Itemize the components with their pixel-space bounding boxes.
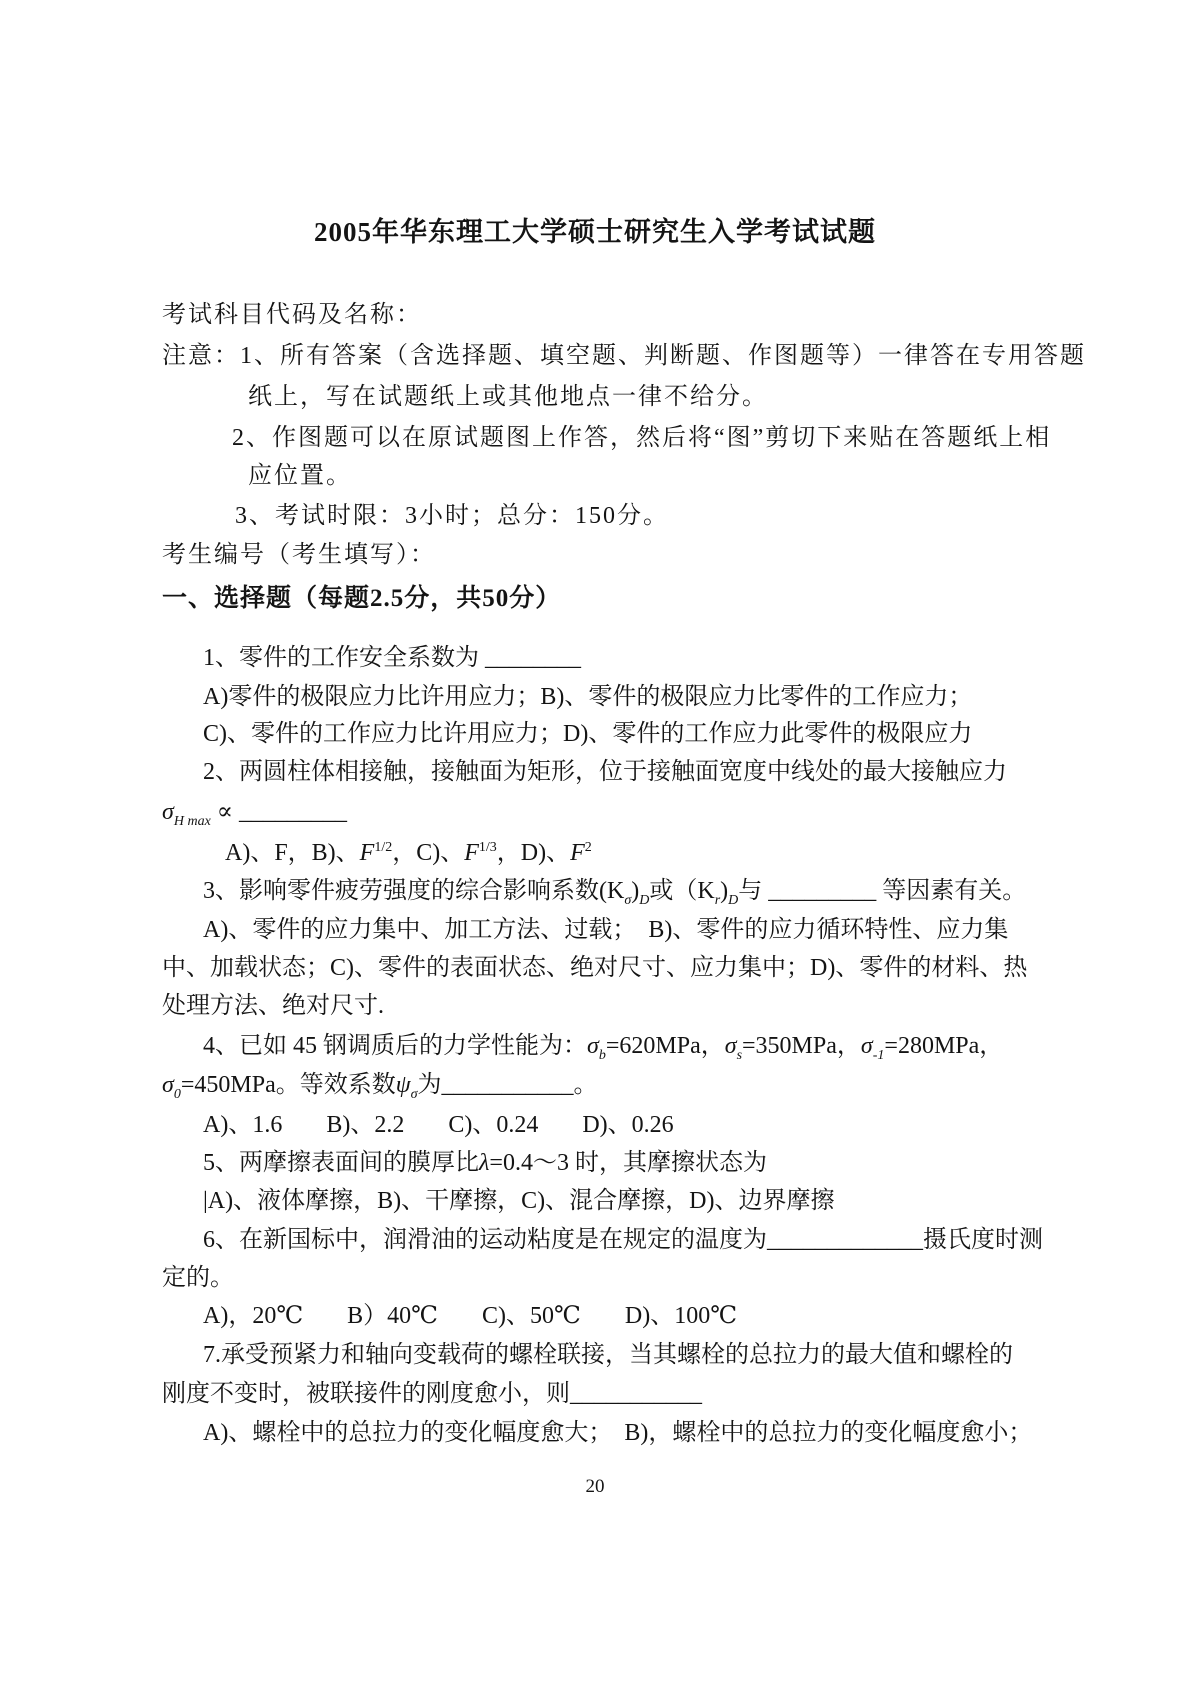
q4-option-c: C)、0.24	[448, 1112, 539, 1138]
q4-option-a: A)、1.6	[203, 1112, 283, 1138]
q6-option-b: B）40℃	[347, 1303, 439, 1329]
question-2-options: A)、F，B)、$F^{1/2}$，C)、$F^{1/3}$，D)、$F^2$	[225, 840, 592, 866]
notice-item-1-continuation: 纸上，写在试题纸上或其他地点一律不给分。	[248, 384, 768, 410]
question-2-formula: $\sigma_{H max}$ ∝ _________	[162, 799, 348, 829]
q4-option-b: B)、2.2	[326, 1112, 405, 1138]
question-1-options-ab: A)零件的极限应力比许用应力；B)、零件的极限应力比零件的工作应力；	[203, 684, 973, 710]
page-number: 20	[585, 1476, 605, 1497]
question-4-options	[203, 1110, 674, 1140]
question-3-options-line-1: A)、零件的应力集中、加工方法、过载； B)、零件的应力循环特性、应力集	[203, 917, 1009, 943]
question-1-options-cd: C)、零件的工作应力比许用应力；D)、零件的工作应力此零件的极限应力	[203, 721, 973, 747]
question-6-stem-continuation: 定的。	[162, 1265, 234, 1291]
exam-title: 2005年华东理工大学硕士研究生入学考试试题	[314, 217, 876, 247]
question-6-options	[203, 1301, 737, 1331]
q4-option-d: D)、0.26	[582, 1112, 674, 1138]
q6-option-d: D)、100℃	[624, 1303, 738, 1329]
question-7-stem: 7.承受预紧力和轴向变载荷的螺栓联接，当其螺栓的总拉力的最大值和螺栓的	[203, 1342, 1013, 1368]
subject-code-line: 考试科目代码及名称：	[162, 302, 422, 328]
question-2-stem: 2、两圆柱体相接触，接触面为矩形，位于接触面宽度中线处的最大接触应力	[203, 759, 1007, 785]
notice-item-1: 注意：1、所有答案（含选择题、填空题、判断题、作图题等）一律答在专用答题	[162, 343, 1086, 369]
q6-option-c: C)、50℃	[482, 1303, 581, 1329]
question-1-stem: 1、零件的工作安全系数为 ________	[203, 645, 581, 671]
question-3-stem: 3、影响零件疲劳强度的综合影响系数$(K_\sigma)_D$或$(K_r)_D$与 _________ 等因素有关。	[203, 878, 1027, 908]
question-4-stem: 4、已如 45 钢调质后的力学性能为：$\sigma_b=620MPa$，$\sigma_s=350MPa$，$\sigma_{-1}=280MPa$，	[203, 1033, 1004, 1063]
question-5-options: |A)、液体摩擦，B)、干摩擦，C)、混合摩擦，D)、边界摩擦	[203, 1188, 835, 1214]
question-7-options: A)、螺栓中的总拉力的变化幅度愈大； B)，螺栓中的总拉力的变化幅度愈小；	[203, 1420, 1033, 1446]
question-3-options-line-3: 处理方法、绝对尺寸.	[162, 993, 384, 1019]
notice-item-3: 3、考试时限：3小时；总分：150分。	[235, 503, 669, 529]
question-7-stem-continuation: 刚度不变时，被联接件的刚度愈小，则___________	[162, 1381, 702, 1407]
question-5-stem: 5、两摩擦表面间的膜厚比λ=0.4～3 时，其摩擦状态为	[203, 1150, 767, 1176]
section-1-heading: 一、选择题（每题2.5分，共50分）	[162, 585, 562, 612]
question-6-stem: 6、在新国标中，润滑油的运动粘度是在规定的温度为_____________摄氏度时测	[203, 1227, 1043, 1253]
q6-option-a: A)，20℃	[203, 1303, 304, 1329]
candidate-id-line: 考生编号（考生填写）：	[162, 542, 436, 568]
question-4-stem-continuation: $\sigma_0=450MPa$。等效系数$\psi_\sigma$为___________。	[162, 1072, 598, 1102]
question-3-options-line-2: 中、加载状态；C)、零件的表面状态、绝对尺寸、应力集中；D)、零件的材料、热	[162, 955, 1028, 981]
notice-item-2: 2、作图题可以在原试题图上作答，然后将“图”剪切下来贴在答题纸上相	[232, 425, 1052, 451]
notice-item-2-continuation: 应位置。	[248, 463, 352, 489]
